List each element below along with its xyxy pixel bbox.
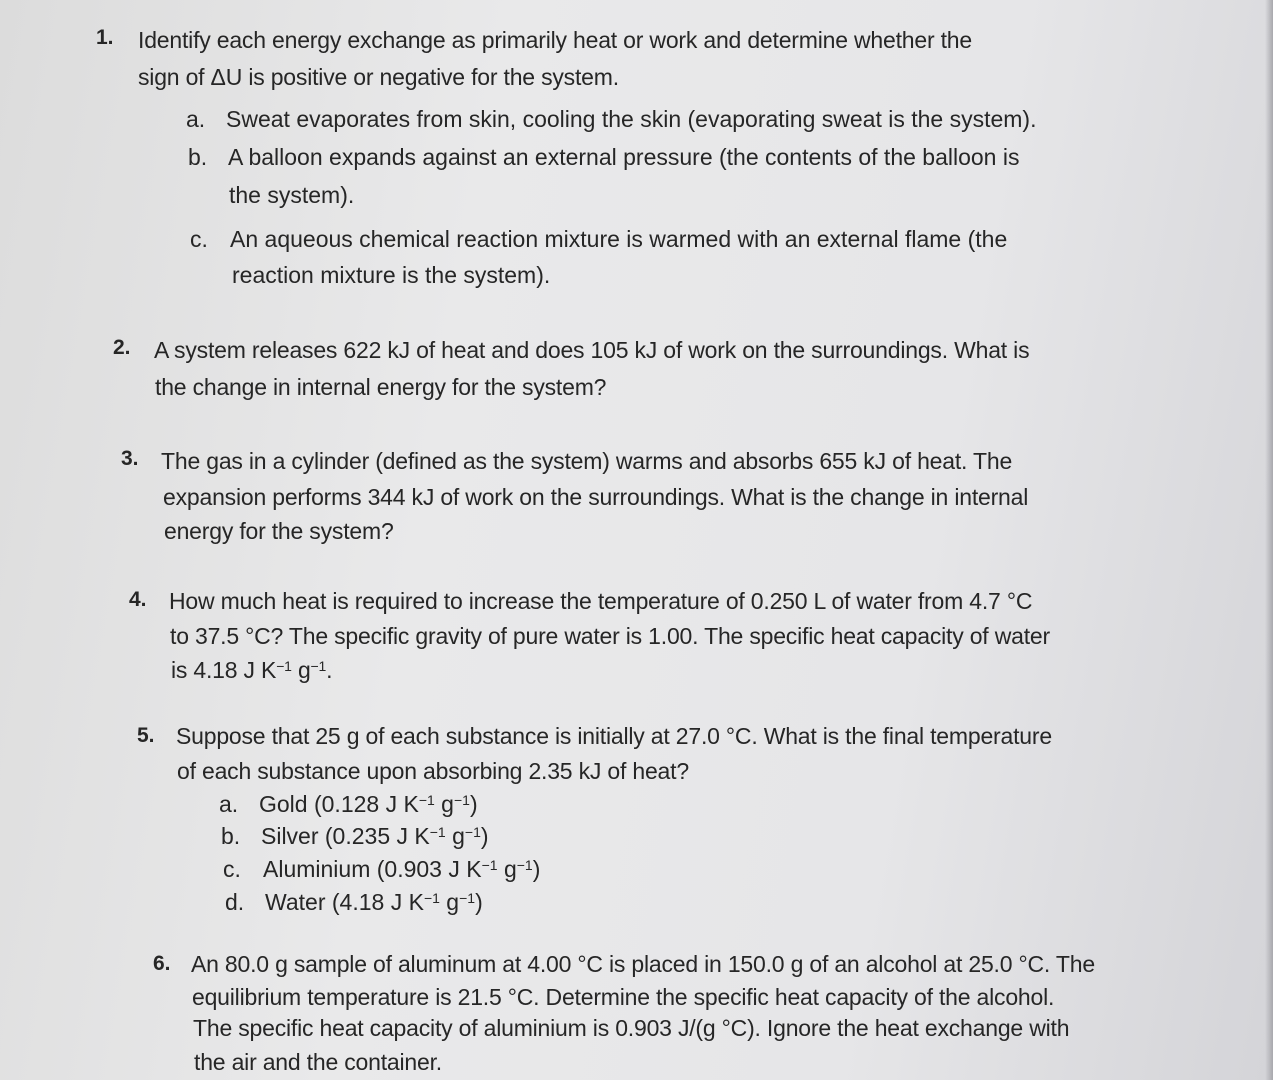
sub-item-label: d. [225, 889, 245, 915]
sub-item-text: Water (4.18 J $K^{-1}$ $g^{-1}$) [265, 889, 483, 915]
question-text-line: A system releases 622 kJ of heat and does 105 kJ of work on the surroundings. What is [154, 337, 1030, 363]
question-text-line: of each substance upon absorbing 2.35 kJ of heat? [177, 758, 689, 784]
question-text-line: to 37.5 °C? The specific gravity of pure water is 1.00. The specific heat capacity of water [170, 623, 1050, 649]
sub-item-text: Aluminium (0.903 J $K^{-1}$ $g^{-1}$) [263, 856, 541, 882]
sub-item-label: c. [223, 856, 241, 882]
question-number: 1. [96, 26, 114, 49]
question-text-line: The specific heat capacity of aluminium is 0.903 J/(g °C). Ignore the heat exchange with [193, 1015, 1070, 1041]
question-text-line: equilibrium temperature is 21.5 °C. Determine the specific heat capacity of the alcohol. [192, 984, 1055, 1010]
question-number: 5. [137, 724, 155, 747]
sub-item-text: A balloon expands against an external pressure (the contents of the balloon is [228, 144, 1020, 170]
sub-item-b [188, 144, 1019, 171]
question-text-line: An 80.0 g sample of aluminum at 4.00 °C is placed in 150.0 g of an alcohol at 25.0 °C. The [191, 951, 1095, 977]
question-number: 6. [153, 952, 171, 975]
sub-item-label: b. [221, 823, 241, 849]
question-number: 3. [121, 447, 139, 470]
sub-item-label: b. [188, 144, 208, 170]
screen-edge [1265, 0, 1273, 1080]
question-text-line: The gas in a cylinder (defined as the system) warms and absorbs 655 kJ of heat. The [161, 448, 1013, 474]
sub-item-a [219, 791, 478, 818]
sub-item-label: a. [186, 106, 206, 132]
sub-item-d [225, 889, 483, 916]
sub-item-label: c. [190, 226, 208, 252]
sub-item-text: Silver (0.235 J $K^{-1}$ $g^{-1}$) [261, 823, 489, 849]
sub-item-a [186, 106, 1036, 133]
sub-item-text: the system). [229, 182, 355, 208]
sub-item-c [190, 226, 1007, 253]
question-text-line: the air and the container. [194, 1049, 442, 1075]
sub-item-text: Sweat evaporates from skin, cooling the skin (evaporating sweat is the system). [226, 106, 1037, 132]
question-text-line: How much heat is required to increase the temperature of 0.250 L of water from 4.7 °C [169, 588, 1033, 614]
question-text-line: sign of ΔU is positive or negative for the system. [138, 64, 619, 90]
question-text-line: Identify each energy exchange as primarily heat or work and determine whether the [138, 27, 972, 53]
question-text-line: is 4.18 J $K^{-1}$ $g^{-1}$. [171, 657, 333, 683]
sub-item-b [221, 823, 489, 850]
sub-item-text: An aqueous chemical reaction mixture is warmed with an external flame (the [230, 226, 1008, 252]
question-text-line: Suppose that 25 g of each substance is initially at 27.0 °C. What is the final temperature [176, 723, 1052, 749]
question-number: 2. [113, 336, 131, 359]
question-text-line: energy for the system? [164, 518, 394, 544]
question-number: 4. [129, 588, 147, 611]
sub-item-text: reaction mixture is the system). [232, 262, 551, 288]
question-text-line: expansion performs 344 kJ of work on the surroundings. What is the change in internal [163, 484, 1029, 510]
sub-item-text: Gold (0.128 J $K^{-1}$ $g^{-1}$) [259, 791, 478, 817]
sub-item-c [223, 856, 540, 883]
sub-item-label: a. [219, 791, 239, 817]
question-text-line: the change in internal energy for the system? [155, 374, 607, 400]
